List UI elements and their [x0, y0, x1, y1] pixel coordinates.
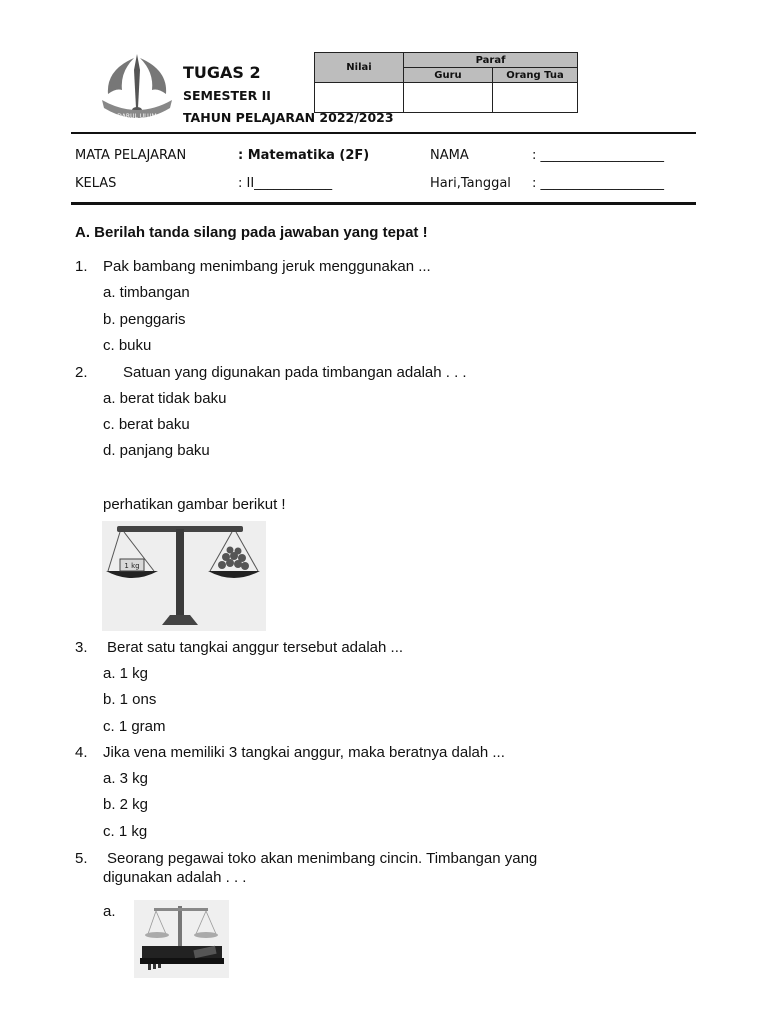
paraf-header: Paraf: [404, 53, 578, 68]
header-divider-top: [71, 132, 696, 134]
question-number: 4.: [75, 744, 88, 761]
q1-option-a[interactable]: a. timbangan: [103, 284, 190, 301]
question-4-text: Jika vena memiliki 3 tangkai anggur, maka beratnya dalah ...: [103, 744, 505, 761]
question-number: 2.: [75, 364, 88, 381]
q4-option-b[interactable]: b. 2 kg: [103, 796, 149, 813]
class-label: KELAS: [75, 176, 117, 191]
orang-tua-header: Orang Tua: [493, 68, 578, 83]
school-logo: [98, 50, 176, 128]
jewelry-scale-image: [134, 900, 229, 978]
q3-option-c[interactable]: c. 1 gram: [103, 718, 166, 735]
header-divider-bottom: [71, 202, 696, 205]
question-3-text: Berat satu tangkai anggur tersebut adalah ...: [107, 639, 404, 656]
guru-signature-cell[interactable]: [404, 83, 493, 113]
q3-option-a[interactable]: a. 1 kg: [103, 665, 149, 682]
nilai-cell[interactable]: [315, 83, 404, 113]
worksheet-title: TUGAS 2: [183, 63, 261, 82]
balance-scale-image: [102, 521, 266, 631]
nilai-header: Nilai: [315, 53, 404, 83]
q2-option-d[interactable]: d. panjang baku: [103, 442, 210, 459]
q1-option-b[interactable]: b. penggaris: [103, 311, 186, 328]
question-2-text: Satuan yang digunakan pada timbangan adalah . . .: [123, 364, 467, 381]
score-signature-table: [314, 52, 578, 113]
question-number: 3.: [75, 639, 88, 656]
q1-option-c[interactable]: c. buku: [103, 337, 152, 354]
subject-value: : Matematika (2F): [238, 148, 370, 163]
question-5-text: Seorang pegawai toko akan menimbang cincin. Timbangan yang: [107, 850, 538, 867]
name-field[interactable]: : ___________________: [532, 148, 665, 163]
date-field[interactable]: : ___________________: [532, 176, 665, 191]
q2-option-a[interactable]: a. berat tidak baku: [103, 390, 227, 407]
semester-label: SEMESTER II: [183, 88, 271, 103]
subject-label: MATA PELAJARAN: [75, 148, 187, 163]
class-field[interactable]: : II____________: [238, 176, 333, 191]
weight-label: 1 kg: [124, 562, 140, 570]
question-1-text: Pak bambang menimbang jeruk menggunakan ...: [103, 258, 431, 275]
academic-year: TAHUN PELAJARAN 2022/2023: [183, 110, 394, 125]
picture-instruction: perhatikan gambar berikut !: [103, 496, 286, 513]
question-5-text-line2: digunakan adalah . . .: [103, 869, 247, 886]
q5-option-a[interactable]: a.: [103, 903, 116, 920]
date-label: Hari,Tanggal: [430, 176, 511, 191]
q4-option-c[interactable]: c. 1 kg: [103, 823, 148, 840]
q3-option-b[interactable]: b. 1 ons: [103, 691, 157, 708]
guru-header: Guru: [404, 68, 493, 83]
q4-option-a[interactable]: a. 3 kg: [103, 770, 149, 787]
name-label: NAMA: [430, 148, 469, 163]
svg-text:DARUL ULUM: DARUL ULUM: [117, 113, 157, 120]
q2-option-c[interactable]: c. berat baku: [103, 416, 190, 433]
question-number: 1.: [75, 258, 88, 275]
section-a-instruction: A. Berilah tanda silang pada jawaban yang tepat !: [75, 224, 428, 241]
question-number: 5.: [75, 850, 88, 867]
orang-tua-signature-cell[interactable]: [493, 83, 578, 113]
